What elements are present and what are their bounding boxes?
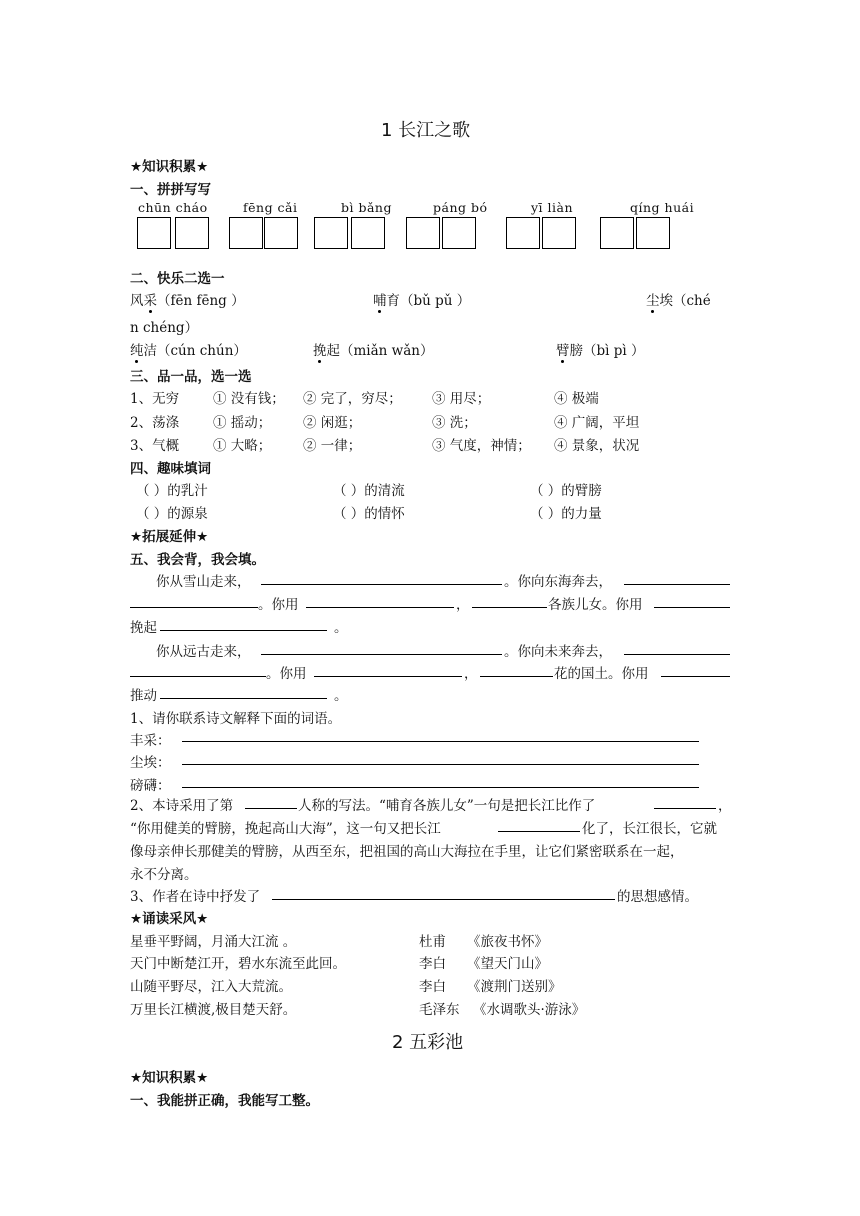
answer-line[interactable] (261, 584, 502, 585)
answer-line[interactable] (624, 654, 730, 655)
recite-text: 。 (334, 620, 348, 636)
question-2-text: 化了，长江很长，它就 (582, 821, 717, 837)
writing-box[interactable] (229, 217, 263, 249)
question-2-text: 人称的写法。“哺育各族儿女”一句是把长江比作了 (298, 798, 596, 814)
answer-line[interactable] (261, 654, 502, 655)
answer-line[interactable] (498, 831, 580, 832)
knowledge-heading: ★知识积累★ (130, 159, 209, 175)
writing-box[interactable] (314, 217, 348, 249)
answer-line[interactable] (130, 607, 258, 608)
lesson1-title: 1 长江之歌 (381, 120, 471, 141)
extend-heading: ★拓展延伸★ (130, 529, 209, 545)
question-2-text: 像母亲伸长那健美的臂膀，从西至东，把祖国的高山大海拉在手里，让它们紧密联系在一起， (130, 844, 684, 860)
answer-line[interactable] (130, 676, 266, 677)
recite-text: 推动 (130, 688, 157, 704)
answer-line[interactable] (182, 787, 699, 788)
pinyin-1: chūn cháo (138, 200, 208, 215)
choice-chunjie (130, 339, 247, 359)
choice-options: 膀（bì pì ） (569, 343, 645, 359)
dotted-char: 纯 (130, 339, 144, 359)
dotted-char: 尘 (646, 289, 660, 309)
section2-heading: 二、快乐二选一 (130, 271, 225, 287)
writing-box[interactable] (137, 217, 171, 249)
term-label: 丰采： (130, 733, 171, 749)
term-label: 磅礴： (130, 778, 171, 794)
choice-options: 洁（cún chún） (143, 343, 247, 359)
mc-option: ② 完了，穷尽； (303, 391, 402, 407)
choice-options: （fēn fēng ） (157, 293, 245, 309)
choice-options: 埃（ché (659, 293, 711, 309)
writing-box[interactable] (442, 217, 476, 249)
poem-author: 毛泽东 (419, 1002, 460, 1018)
recite-text: 。你向未来奔去， (504, 644, 612, 660)
mc-option: ② 一律； (303, 438, 362, 454)
poem-work: 《渡荆门送别》 (467, 979, 562, 995)
answer-line[interactable] (472, 607, 547, 608)
choice-options: 起（miǎn wǎn） (326, 343, 434, 359)
dotted-char: 臂 (556, 339, 570, 359)
writing-box[interactable] (175, 217, 209, 249)
fill-blank[interactable]: （ ）的情怀 (333, 506, 405, 522)
mc-option: ④ 广阔，平坦 (554, 415, 640, 431)
mc-option: ① 大略； (213, 438, 272, 454)
writing-box[interactable] (542, 217, 576, 249)
poem-line: 万里长江横渡,极目楚天舒。 (130, 1002, 297, 1018)
question-3-text: 的思想感情。 (617, 889, 698, 905)
answer-line[interactable] (272, 899, 615, 900)
poem-work: 《望天门山》 (467, 956, 548, 972)
answer-line[interactable] (654, 808, 716, 809)
fill-blank[interactable]: （ ）的清流 (333, 483, 405, 499)
choice-options: 育（bǔ pǔ ） (386, 293, 471, 309)
fill-blank[interactable]: （ ）的乳汁 (136, 483, 208, 499)
writing-box[interactable] (506, 217, 540, 249)
writing-box[interactable] (406, 217, 440, 249)
recite-text: 。你用 (266, 666, 307, 682)
recite-text: 花的国土。你用 (554, 666, 649, 682)
answer-line[interactable] (182, 741, 699, 742)
answer-line[interactable] (661, 676, 730, 677)
dotted-char: 哺 (373, 289, 387, 309)
choice-fengcai (130, 289, 245, 309)
poem-line: 山随平野尽，江入大荒流。 (130, 979, 292, 995)
mc-word: 1、无穷 (130, 391, 180, 407)
pinyin-5: yī liàn (531, 200, 574, 215)
section4-heading: 四、趣味填词 (130, 461, 211, 477)
choice-bibang (556, 339, 645, 359)
lesson2-title: 2 五彩池 (392, 1032, 464, 1053)
poem-work: 《水调歌头·游泳》 (473, 1002, 586, 1018)
fill-blank[interactable]: （ ）的源泉 (136, 506, 208, 522)
question-1: 1、请你联系诗文解释下面的词语。 (130, 711, 342, 727)
pinyin-3: bì bǎng (341, 200, 392, 215)
mc-option: ③ 气度，神情； (432, 438, 531, 454)
lesson2-section1-heading: 一、我能拼正确，我能写工整。 (130, 1093, 319, 1109)
mc-option: ③ 洗； (432, 415, 477, 431)
choice-chenai (646, 289, 711, 309)
mc-option: ① 摇动； (213, 415, 272, 431)
writing-box[interactable] (600, 217, 634, 249)
recite-text: ， (464, 666, 478, 682)
section5-heading: 五、我会背，我会填。 (130, 552, 265, 568)
recite-text: 你从远古走来， (156, 644, 251, 660)
poem-author: 李白 (419, 956, 446, 972)
term-label: 尘埃： (130, 755, 171, 771)
answer-line[interactable] (182, 764, 699, 765)
question-3-text: 3、作者在诗中抒发了 (130, 889, 261, 905)
recite-text: 你从雪山走来， (156, 574, 251, 590)
mc-word: 2、荡涤 (130, 415, 180, 431)
mc-option: ④ 极端 (554, 391, 599, 407)
answer-line[interactable] (480, 676, 553, 677)
recite-text: ， (456, 597, 470, 613)
mc-option: ② 闲逛； (303, 415, 362, 431)
choice-char: 风 (130, 293, 144, 309)
poetry-heading: ★诵读采风★ (130, 911, 209, 927)
poem-author: 杜甫 (419, 934, 446, 950)
choice-buyu (373, 289, 470, 309)
recite-text: 。你向东海奔去， (504, 574, 612, 590)
answer-line[interactable] (654, 607, 730, 608)
dotted-char: 采 (144, 289, 158, 309)
mc-option: ④ 景象，状况 (554, 438, 640, 454)
recite-text: 。你用 (258, 597, 299, 613)
pinyin-6: qíng huái (630, 200, 695, 215)
poem-work: 《旅夜书怀》 (467, 934, 548, 950)
section3-heading: 三、品一品，选一选 (130, 369, 252, 385)
mc-option: ③ 用尽； (432, 391, 491, 407)
fill-blank[interactable]: （ ）的臂膀 (530, 483, 602, 499)
recite-text: 挽起 (130, 620, 157, 636)
question-2-text: 永不分离。 (130, 867, 198, 883)
fill-blank[interactable]: （ ）的力量 (530, 506, 602, 522)
answer-line[interactable] (245, 808, 297, 809)
poem-line: 星垂平野阔，月涌大江流 。 (130, 934, 297, 950)
poem-author: 李白 (419, 979, 446, 995)
answer-line[interactable] (624, 584, 730, 585)
answer-line[interactable] (160, 698, 327, 699)
question-2-text: “你用健美的臂膀，挽起高山大海”，这一句又把长江 (130, 821, 441, 837)
mc-word: 3、气概 (130, 438, 180, 454)
question-2-text: ， (718, 798, 732, 814)
pinyin-2: fēng cǎi (243, 200, 298, 215)
section1-heading: 一、拼拼写写 (130, 182, 211, 198)
answer-line[interactable] (314, 676, 462, 677)
mc-option: ① 没有钱； (213, 391, 285, 407)
lesson2-knowledge-heading: ★知识积累★ (130, 1070, 209, 1086)
poem-line: 天门中断楚江开，碧水东流至此回。 (130, 956, 346, 972)
writing-box[interactable] (264, 217, 298, 249)
pinyin-4: páng bó (433, 200, 488, 215)
dotted-char: 挽 (313, 339, 327, 359)
choice-chenai-wrap: n chéng） (130, 320, 199, 336)
answer-line[interactable] (160, 630, 327, 631)
question-2-text: 2、本诗采用了第 (130, 798, 234, 814)
writing-box[interactable] (351, 217, 385, 249)
answer-line[interactable] (306, 607, 454, 608)
recite-text: 。 (334, 688, 348, 704)
choice-wanqi (313, 339, 433, 359)
recite-text: 各族儿女。你用 (548, 597, 643, 613)
writing-box[interactable] (636, 217, 670, 249)
